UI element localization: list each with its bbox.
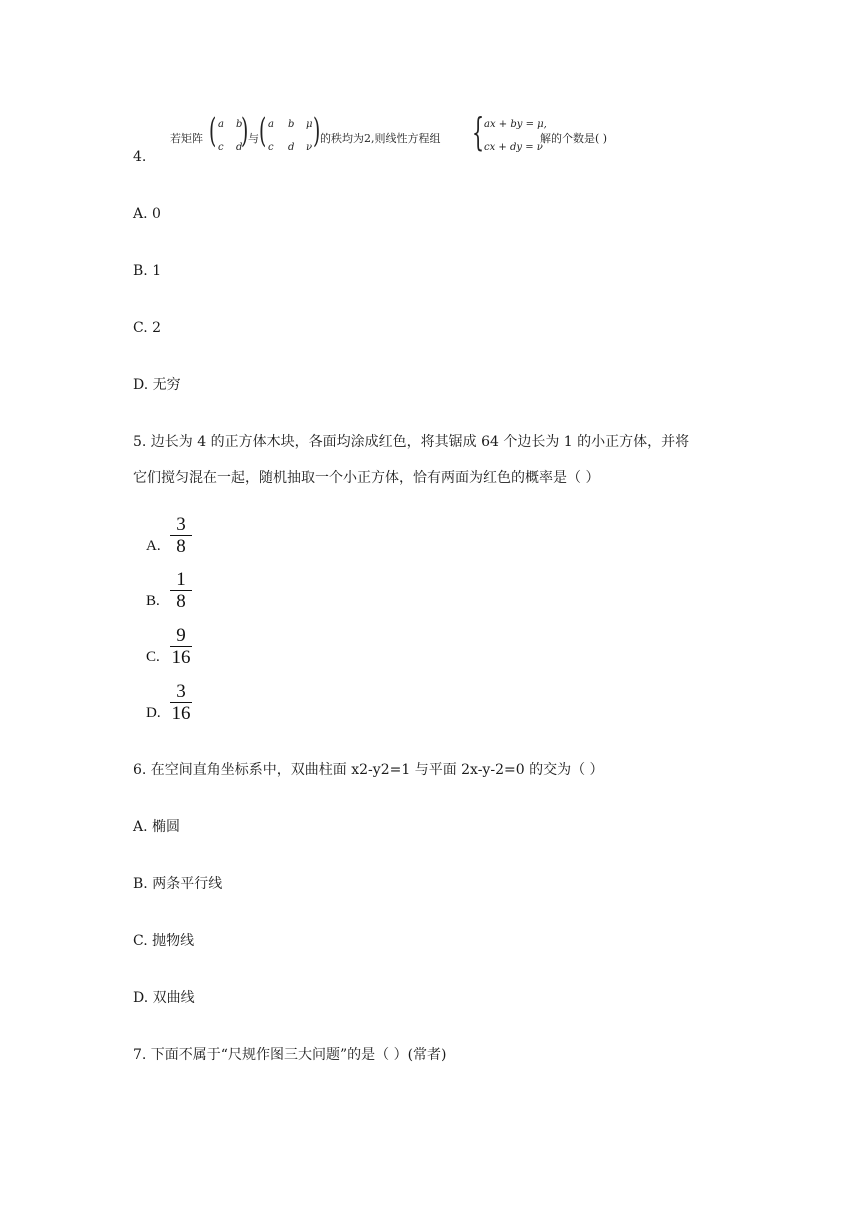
q5-option-c-label: C.: [146, 649, 160, 665]
q6-option-c: C. 抛物线: [133, 933, 195, 949]
q5-option-a-label: A.: [146, 538, 161, 554]
q4-stem-suffix: 的秩均为2,则线性方程组: [320, 132, 441, 145]
q5-stem-line2: 它们搅匀混在一起，随机抽取一个小正方体，恰有两面为红色的概率是（ ）: [133, 470, 600, 486]
q4-option-b: B. 1: [133, 263, 162, 279]
q5-option-a-fraction: 3 8: [166, 515, 196, 556]
q6-option-b: B. 两条平行线: [133, 876, 223, 892]
q4-option-c: C. 2: [133, 320, 162, 336]
q5-option-b-fraction: 1 8: [166, 570, 196, 611]
q4-stem-tail: 解的个数是( ): [540, 132, 608, 145]
q6-stem: 6. 在空间直角坐标系中，双曲柱面 x2-y2=1 与平面 2x-y-2=0 的交为（ ）: [133, 762, 604, 778]
q4-option-a: A. 0: [133, 206, 161, 222]
q4-option-d: D. 无穷: [133, 377, 181, 393]
q6-option-d: D. 双曲线: [133, 990, 195, 1006]
left-brace-icon: {: [472, 110, 485, 154]
q6-option-a: A. 椭圆: [133, 819, 181, 835]
q4-equation-2: cx + dy = ν: [484, 142, 543, 153]
q7-stem: 7. 下面不属于“尺规作图三大问题”的是（ ）(常者): [133, 1047, 447, 1063]
q4-stem-prefix: 若矩阵: [170, 132, 203, 145]
q4-number: 4.: [133, 149, 147, 165]
q4-equation-1: ax + by = μ,: [484, 119, 547, 130]
q5-stem-line1: 5. 边长为 4 的正方体木块，各面均涂成红色，将其锯成 64 个边长为 1 的小正方体，并将: [133, 434, 690, 450]
q5-option-c-fraction: 9 16: [171, 625, 191, 668]
q5-option-b-label: B.: [146, 593, 160, 609]
q5-option-d-fraction: 3 16: [171, 681, 191, 724]
q4-stem-mid: 与: [248, 132, 259, 145]
q5-option-d-label: D.: [146, 705, 161, 721]
